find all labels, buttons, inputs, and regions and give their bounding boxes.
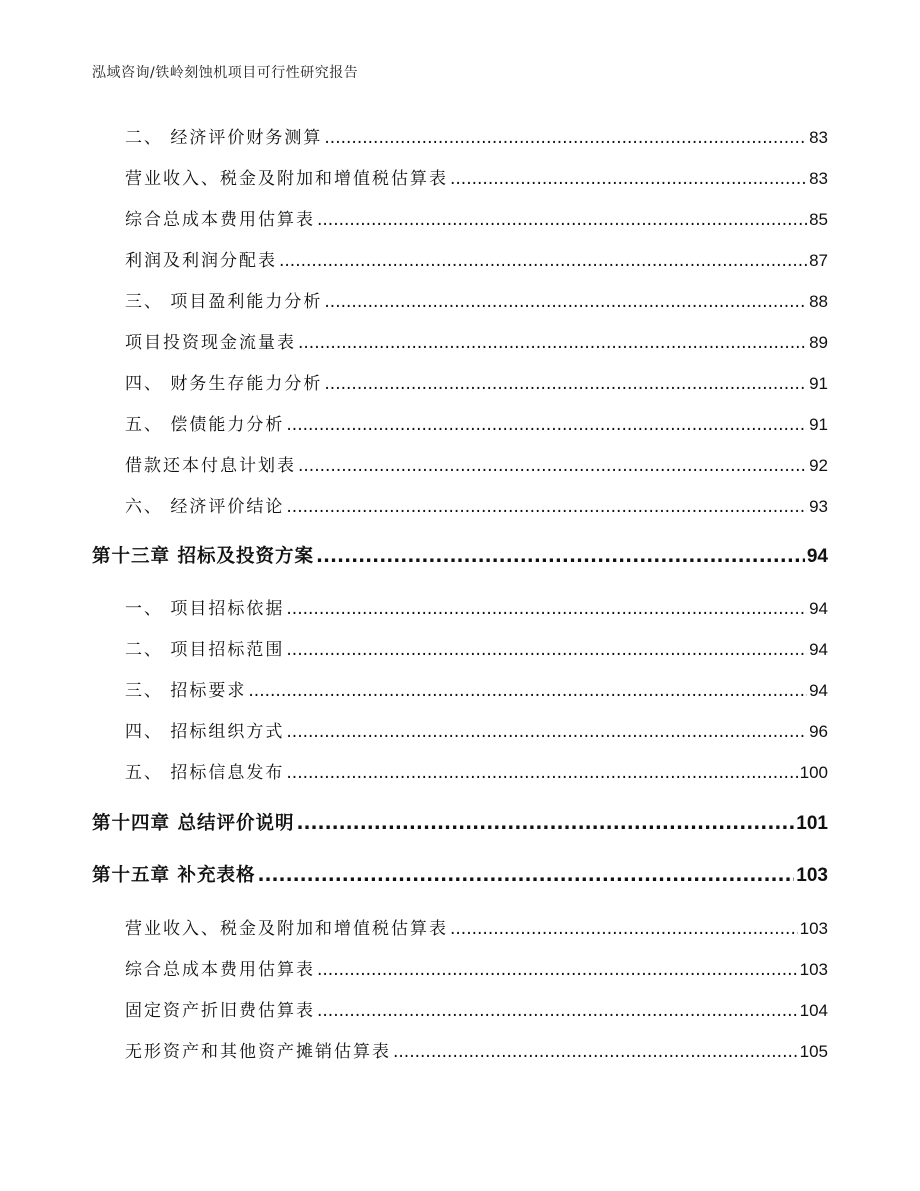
dot-leader xyxy=(393,1042,798,1062)
toc-entry-label: 项目投资现金流量表 xyxy=(125,333,296,353)
toc-entry-page: 94 xyxy=(809,599,828,618)
toc-entry[interactable] xyxy=(125,955,828,980)
toc-entry-label: 五、 招标信息发布 xyxy=(125,763,285,783)
toc-entry-page: 85 xyxy=(809,210,828,229)
toc-entry-label: 综合总成本费用估算表 xyxy=(125,960,315,980)
toc-entry-page: 94 xyxy=(809,681,828,700)
toc-entry-page: 91 xyxy=(809,374,828,393)
toc-entry-page: 103 xyxy=(796,865,828,886)
toc-entry[interactable] xyxy=(125,205,828,230)
toc-chapter-entry[interactable] xyxy=(92,809,828,835)
toc-entry-page: 101 xyxy=(796,813,828,834)
toc-entry-page: 88 xyxy=(809,292,828,311)
toc-entry[interactable] xyxy=(125,914,828,939)
dot-leader xyxy=(286,497,807,517)
toc-entry[interactable] xyxy=(125,410,828,435)
toc-entry-page: 83 xyxy=(809,169,828,188)
toc-entry-page: 103 xyxy=(799,960,828,979)
running-header: 泓域咨询/铁岭刻蚀机项目可行性研究报告 xyxy=(92,65,359,81)
toc-entry[interactable] xyxy=(125,996,828,1021)
toc-entry-label: 六、 经济评价结论 xyxy=(125,497,285,517)
dot-leader xyxy=(296,813,794,834)
toc-entry-page: 89 xyxy=(809,333,828,352)
dot-leader xyxy=(317,960,798,980)
toc-entry[interactable] xyxy=(125,1037,828,1062)
toc-entry-label: 一、 项目招标依据 xyxy=(125,599,285,619)
dot-leader xyxy=(286,763,797,783)
toc-entry[interactable] xyxy=(125,369,828,394)
toc-entry[interactable] xyxy=(125,246,828,271)
toc-entry-page: 105 xyxy=(799,1042,828,1061)
dot-leader xyxy=(324,128,807,148)
toc-entry[interactable] xyxy=(125,635,828,660)
toc-entry-label: 二、 经济评价财务测算 xyxy=(125,128,323,148)
toc-entry[interactable] xyxy=(125,451,828,476)
dot-leader xyxy=(286,640,807,660)
toc-entry[interactable] xyxy=(125,492,828,517)
dot-leader xyxy=(324,374,807,394)
toc-entry-page: 87 xyxy=(809,251,828,270)
dot-leader xyxy=(450,169,807,189)
dot-leader xyxy=(286,599,807,619)
toc-entry-page: 91 xyxy=(809,415,828,434)
toc-entry-page: 83 xyxy=(809,128,828,147)
toc-entry-label: 无形资产和其他资产摊销估算表 xyxy=(125,1042,391,1062)
toc-entry[interactable] xyxy=(125,594,828,619)
toc-entry-label: 三、 招标要求 xyxy=(125,681,247,701)
toc-entry-page: 100 xyxy=(799,763,828,782)
toc-entry-label: 第十五章 补充表格 xyxy=(92,865,256,886)
toc-entry-label: 利润及利润分配表 xyxy=(125,251,277,271)
toc-entry-label: 营业收入、税金及附加和增值税估算表 xyxy=(125,919,448,939)
toc-entry-label: 综合总成本费用估算表 xyxy=(125,210,315,230)
toc-entry-page: 94 xyxy=(809,640,828,659)
toc-entry-label: 第十四章 总结评价说明 xyxy=(92,813,295,834)
toc-entry-page: 93 xyxy=(809,497,828,516)
toc-entry-label: 五、 偿债能力分析 xyxy=(125,415,285,435)
toc-entry[interactable] xyxy=(125,717,828,742)
toc-entry-page: 104 xyxy=(799,1001,828,1020)
toc-entry-page: 96 xyxy=(809,722,828,741)
toc-entry-label: 固定资产折旧费估算表 xyxy=(125,1001,315,1021)
toc-entry[interactable] xyxy=(125,676,828,701)
dot-leader xyxy=(317,1001,798,1021)
toc-entry-page: 92 xyxy=(809,456,828,475)
toc-entry-label: 借款还本付息计划表 xyxy=(125,456,296,476)
dot-leader xyxy=(317,210,807,230)
dot-leader xyxy=(298,333,807,353)
dot-leader xyxy=(279,251,807,271)
toc-entry[interactable] xyxy=(125,123,828,148)
dot-leader xyxy=(248,681,807,701)
toc-entry-label: 二、 项目招标范围 xyxy=(125,640,285,660)
dot-leader xyxy=(286,415,807,435)
toc-chapter-entry[interactable] xyxy=(92,861,828,887)
toc-entry[interactable] xyxy=(125,328,828,353)
toc-entry-page: 103 xyxy=(799,919,828,938)
toc-entry-page: 94 xyxy=(806,546,828,567)
toc-entry[interactable] xyxy=(125,164,828,189)
toc-entry[interactable] xyxy=(125,758,828,783)
dot-leader xyxy=(298,456,807,476)
toc-entry-label: 第十三章 招标及投资方案 xyxy=(92,546,314,567)
toc-entry-label: 四、 招标组织方式 xyxy=(125,722,285,742)
dot-leader xyxy=(286,722,807,742)
dot-leader xyxy=(316,546,805,567)
dot-leader xyxy=(257,865,794,886)
toc-chapter-entry[interactable] xyxy=(92,542,828,568)
toc-entry[interactable] xyxy=(125,287,828,312)
dot-leader xyxy=(450,919,798,939)
dot-leader xyxy=(324,292,807,312)
toc-entry-label: 三、 项目盈利能力分析 xyxy=(125,292,323,312)
toc-entry-label: 营业收入、税金及附加和增值税估算表 xyxy=(125,169,448,189)
toc-entry-label: 四、 财务生存能力分析 xyxy=(125,374,323,394)
